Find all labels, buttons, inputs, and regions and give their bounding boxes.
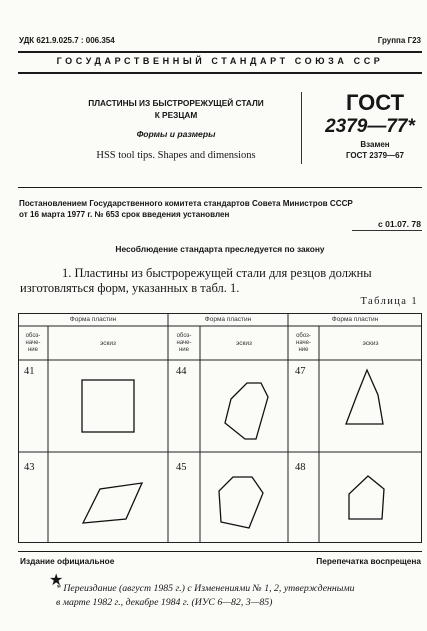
reprint-prohibited: Перепечатка воспрещена (316, 556, 421, 566)
state-standard-banner: ГОСУДАРСТВЕННЫЙ СТАНДАРТ СОЮЗА ССР (56, 56, 384, 66)
effective-date: с 01.07. 78 (377, 219, 421, 229)
table-label: Таблица 1 (360, 296, 418, 307)
reissue-note-line1: * Переиздание (август 1985 г.) с Изменениями № 1, 2, утвержденными (56, 583, 355, 594)
decree-line2: от 16 марта 1977 г. № 653 срок введения установлен (19, 210, 230, 219)
footer-rule (18, 551, 422, 552)
sketch-elongated-hexagon (225, 383, 268, 439)
shape-code: 41 (24, 366, 35, 377)
date-underline (352, 230, 422, 231)
sketch-header-1: эскиз (99, 340, 117, 347)
code-header-1: обоз- наче- ние (25, 333, 41, 353)
shape-sketches (18, 313, 422, 543)
column-group-header-2: Форма пластин (204, 316, 252, 323)
sketch-house-pentagon (349, 476, 384, 519)
shapes-table (18, 313, 422, 543)
standard-title-line1: ПЛАСТИНЫ ИЗ БЫСТРОРЕЖУЩЕЙ СТАЛИ (88, 98, 264, 108)
english-title: HSS tool tips. Shapes and dimensions (96, 150, 256, 161)
shape-code: 43 (24, 462, 35, 473)
shape-code: 47 (295, 366, 306, 377)
standard-subtitle: Формы и размеры (136, 129, 216, 139)
decree-line1: Постановлением Государственного комитета стандартов Совета Министров СССР (19, 199, 353, 208)
udk-code: УДК 621.9.025.7 : 006.354 (19, 36, 115, 45)
shape-code: 48 (295, 462, 306, 473)
replaces-label: Взамен (360, 140, 390, 149)
legal-warning: Несоблюдение стандарта преследуется по закону (115, 244, 325, 254)
replaces-standard: ГОСТ 2379—67 (345, 151, 405, 160)
sketch-square (82, 380, 134, 432)
gost-label: ГОСТ (345, 90, 405, 115)
sketch-header-2: эскиз (235, 340, 253, 347)
sketch-rhombus (83, 483, 142, 523)
sketch-header-3: эскиз (362, 340, 379, 347)
sketch-hexagon (219, 477, 263, 528)
column-group-header-1: Форма пластин (69, 316, 117, 323)
sketch-pointed-pentagon (346, 370, 383, 424)
shape-code: 44 (176, 366, 187, 377)
paragraph-line1: 1. Пластины из быстрорежущей стали для резцов должны (62, 266, 372, 280)
official-edition: Издание официальное (20, 556, 115, 566)
banner-rule (18, 72, 422, 74)
star-icon: ★ (49, 572, 64, 589)
decree-rule (18, 187, 422, 188)
code-header-2: обоз- наче- ние (176, 333, 192, 353)
standard-title-line2: К РЕЗЦАМ (154, 110, 198, 120)
reissue-note-line2: в марте 1982 г., декабре 1984 г. (ИУС 6—82, 3—85) (56, 597, 273, 608)
top-rule (18, 51, 422, 53)
gost-number: 2379—77* (325, 116, 415, 137)
shape-code: 45 (176, 462, 187, 473)
group-code: Группа Г23 (377, 36, 421, 45)
title-divider (301, 92, 302, 164)
column-group-header-3: Форма пластин (331, 316, 379, 323)
code-header-3: обоз- наче- ние (296, 333, 311, 353)
paragraph-line2: изготовляться форм, указанных в табл. 1. (20, 281, 240, 295)
